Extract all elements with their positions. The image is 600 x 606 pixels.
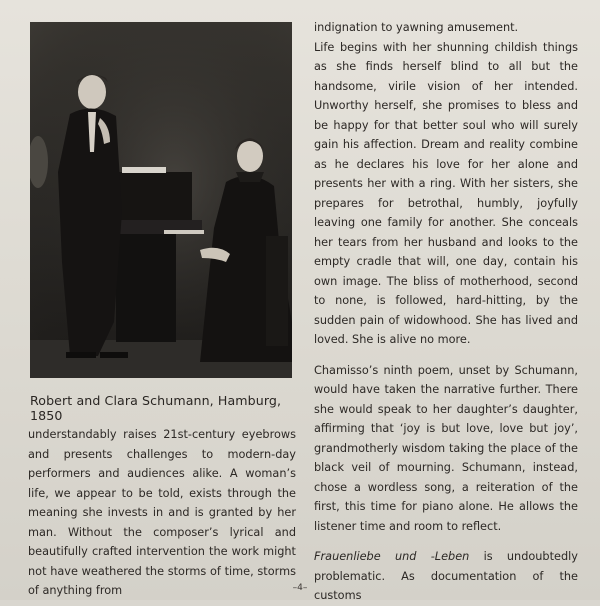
right-top-line: indignation to yawning amusement.	[314, 21, 519, 34]
photo-caption: Robert and Clara Schumann, Hamburg, 1850	[30, 393, 282, 423]
schumann-portrait-photo	[30, 22, 292, 378]
right-paragraph-3-text: is undoubtedly problematic. As documentation of the customs	[314, 550, 578, 602]
right-text-column	[314, 18, 578, 606]
right-paragraph-3	[314, 547, 578, 606]
left-paragraph: understandably raises 21st-century eyebrows and presents challenges to modern-day performers and audiences alike. A woman’s life, we appear to be told, exists through the meaning she invests in and is granted by her man. Without the composer’s lyrical and beautifully crafted intervention the work might not have weathered the storms of time, storms of anything from	[28, 428, 296, 597]
right-paragraph-1: Life begins with her shunning childish things as she finds herself blind to all but the handsome, virile vision of her intended. Unworthy herself, she promises to bless and be happy for that better soul who will surely gain his affection. Dream and reality combine as he declares his love for her alone and presents her with a ring. With her sisters, she prepares for betrothal, humbly, joyfully leaving one family for another. She conceals her tears from her husband and looks to the empty cradle that will, one day, contain his own image. The bliss of motherhood, second to none, is followed, hard-hitting, by the sudden pain of widowhood. She has lived and loved. She is alive no more.	[314, 40, 578, 346]
left-text-column	[28, 425, 296, 601]
work-title: Frauenliebe und -Leben	[314, 550, 470, 563]
page-number: –4–	[292, 583, 308, 593]
right-paragraph-2: Chamisso’s ninth poem, unset by Schumann, would have taken the narrative further. There she would speak to her daughter’s daughter, affirming that ‘joy is but love, love but joy’, grandmotherly wisdom taking the place of the black veil of mourning. Schumann, instead, chose a wordless song, a reiteration of the first, this time for piano alone. He allows the listener time and room to reflect.	[314, 363, 578, 533]
portrait-photo-icon	[30, 22, 292, 378]
